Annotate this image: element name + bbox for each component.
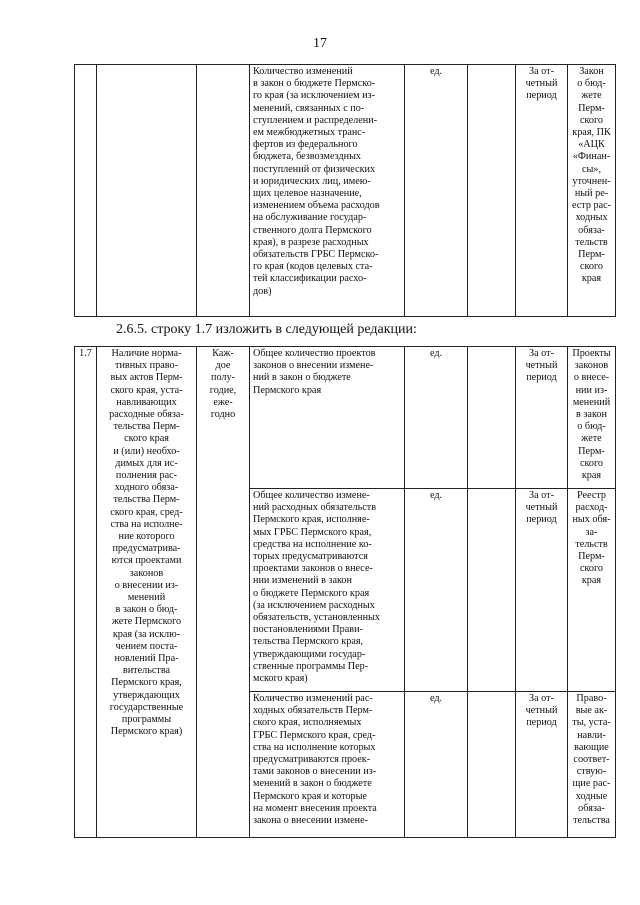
unit-cell: ед. <box>405 65 468 317</box>
number-cell <box>75 65 97 317</box>
period-cell: За от- четный период <box>516 692 568 838</box>
table-row-1-7 <box>74 346 616 838</box>
value-cell <box>468 347 516 489</box>
row-frequency: Каж- дое полу- годие, еже- годно <box>197 347 250 838</box>
table-row <box>75 65 616 317</box>
table-row <box>75 347 616 489</box>
table-continuation <box>74 64 616 317</box>
value-cell <box>468 65 516 317</box>
row-number: 1.7 <box>75 347 97 838</box>
period-cell: За от- четный период <box>516 489 568 692</box>
indicator-cell: Количество изменений в закон о бюджете Пермско- го края (за исключением из- менений, связанных с по- ступлением и распределени- ем межбюджетных транс- фертов из федерального бюджета, безвозмездных поступлений от физических и юридических лиц, имею- щих целевое назначение, изменением объема расходов на обслуживание государ- ственного долга Пермского края), в разрезе расходных обязательств ГРБС Пермско- го края (кодов целевых ста- тей классификации расхо- дов) <box>250 65 405 317</box>
unit-cell: ед. <box>405 347 468 489</box>
period-cell: За от- четный период <box>516 65 568 317</box>
value-cell <box>468 692 516 838</box>
amendment-instruction: 2.6.5. строку 1.7 изложить в следующей редакции: <box>116 322 417 337</box>
source-cell: Проекты законов о внесе- нии из- менений в закон о бюд- жете Перм- ского края <box>568 347 616 489</box>
frequency-cell <box>197 65 250 317</box>
value-cell <box>468 489 516 692</box>
source-cell: Реестр расход- ных обя- за- тельств Перм- ского края <box>568 489 616 692</box>
page-number: 17 <box>313 36 327 51</box>
row-name: Наличие норма- тивных право- вых актов Перм- ского края, уста- навливающих расходные обяза- тельства Перм- ского края и (или) необхо- димых для ис- полнения рас- ходного обяза- тельства Перм- ского края, сред- ства на исполне- ние которого предусматрива- ются проектами законов о внесении из- менений в закон о бюд- жете Пермского края (за исклю- чением поста- новлений Пра- вительства Пермского края, утверждающих государственные программы Пермского края) <box>97 347 197 838</box>
unit-cell: ед. <box>405 692 468 838</box>
indicator-cell: Общее количество проектов законов о внесении измене- ний в закон о бюджете Пермского края <box>250 347 405 489</box>
period-cell: За от- четный период <box>516 347 568 489</box>
source-cell: Право- вые ак- ты, уста- навли- вающие соответ- ствую- щие рас- ходные обяза- тельства <box>568 692 616 838</box>
unit-cell: ед. <box>405 489 468 692</box>
source-cell: Закон о бюд- жете Перм- ского края, ПК «АЦК «Финан- сы», уточнен- ный ре- естр рас- ходных обяза- тельств Перм- ского края <box>568 65 616 317</box>
indicator-cell: Количество изменений рас- ходных обязательств Перм- ского края, исполняемых ГРБС Пермского края, сред- ства на исполнение которых предусматриваются проек- тами законов о внесении из- менений в закон о бюджете Пермского края и которые на момент внесения проекта закона о внесении измене- <box>250 692 405 838</box>
indicator-cell: Общее количество измене- ний расходных обязательств Пермского края, исполняе- мых ГРБС Пермского края, средства на исполнение ко- торых предусматриваются проектами законов о внесе- нии изменений в закон о бюджете Пермского края (за исключением расходных обязательств, установленных постановлениями Прави- тельства Пермского края, утверждающими государ- ственные программы Пер- мского края) <box>250 489 405 692</box>
name-cell <box>97 65 197 317</box>
